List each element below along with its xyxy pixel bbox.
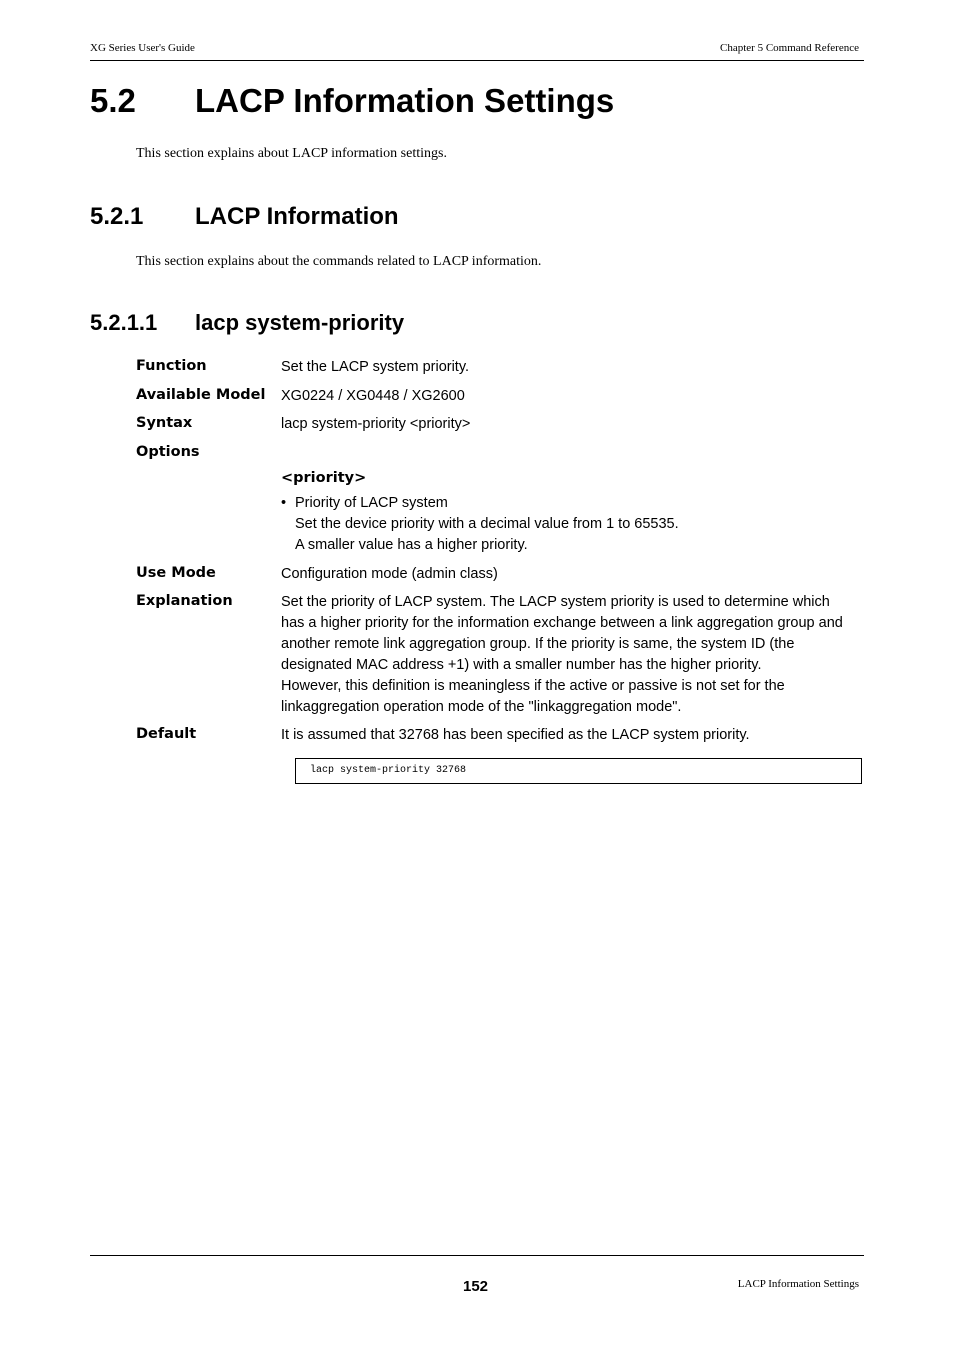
function-label: Function: [136, 358, 207, 374]
explanation-line: linkaggregation operation mode of the "linkaggregation mode".: [281, 699, 682, 715]
section-title: LACP Information Settings: [195, 82, 615, 119]
function-value: Set the LACP system priority.: [281, 359, 470, 375]
running-header-left: XG Series User's Guide: [90, 42, 195, 54]
option-name: <priority>: [281, 470, 367, 486]
model-label: Available Model: [136, 387, 266, 403]
default-code-box: [295, 758, 862, 784]
usemode-label: Use Mode: [136, 565, 216, 581]
subsection-title: LACP Information: [195, 203, 399, 230]
header-rule: [90, 60, 864, 61]
subsection-intro: This section explains about the commands related to LACP information.: [136, 254, 542, 269]
options-label: Options: [136, 444, 200, 460]
explanation-line: Set the priority of LACP system. The LACP system priority is used to determine which: [281, 594, 830, 610]
usemode-value: Configuration mode (admin class): [281, 566, 498, 582]
command-title: lacp system-priority: [195, 310, 405, 335]
subsection-number: 5.2.1: [90, 203, 144, 230]
explanation-line: However, this definition is meaningless if the active or passive is not set for the: [281, 678, 785, 694]
option-bullet-text: Priority of LACP system: [295, 495, 448, 511]
section-heading: [90, 82, 614, 120]
command-heading: [90, 310, 404, 336]
default-label: Default: [136, 726, 197, 742]
running-header-right: Chapter 5 Command Reference: [720, 42, 859, 54]
explanation-text: [281, 592, 861, 718]
footer-rule: [90, 1255, 864, 1256]
model-value: XG0224 / XG0448 / XG2600: [281, 388, 465, 404]
syntax-value: lacp system-priority <priority>: [281, 416, 471, 432]
option-line-2: Set the device priority with a decimal value from 1 to 65535.: [295, 516, 679, 532]
option-line-3: A smaller value has a higher priority.: [295, 537, 528, 553]
bullet-icon: •: [281, 495, 287, 511]
explanation-label: Explanation: [136, 593, 233, 609]
command-number: 5.2.1.1: [90, 310, 158, 335]
default-code: lacp system-priority 32768: [310, 765, 467, 776]
section-number: 5.2: [90, 82, 136, 119]
explanation-line: another remote link aggregation group. If the priority is same, the system ID (the: [281, 636, 795, 652]
page-number: 152: [463, 1278, 489, 1295]
syntax-label: Syntax: [136, 415, 193, 431]
explanation-line: has a higher priority for the information exchange between a link aggregation group and: [281, 615, 843, 631]
subsection-heading: [90, 203, 399, 231]
running-footer-right: LACP Information Settings: [737, 1278, 859, 1290]
section-intro: This section explains about LACP information settings.: [136, 146, 447, 161]
explanation-line: designated MAC address +1) with a smaller number has the higher priority.: [281, 657, 762, 673]
default-value: It is assumed that 32768 has been specified as the LACP system priority.: [281, 727, 750, 743]
